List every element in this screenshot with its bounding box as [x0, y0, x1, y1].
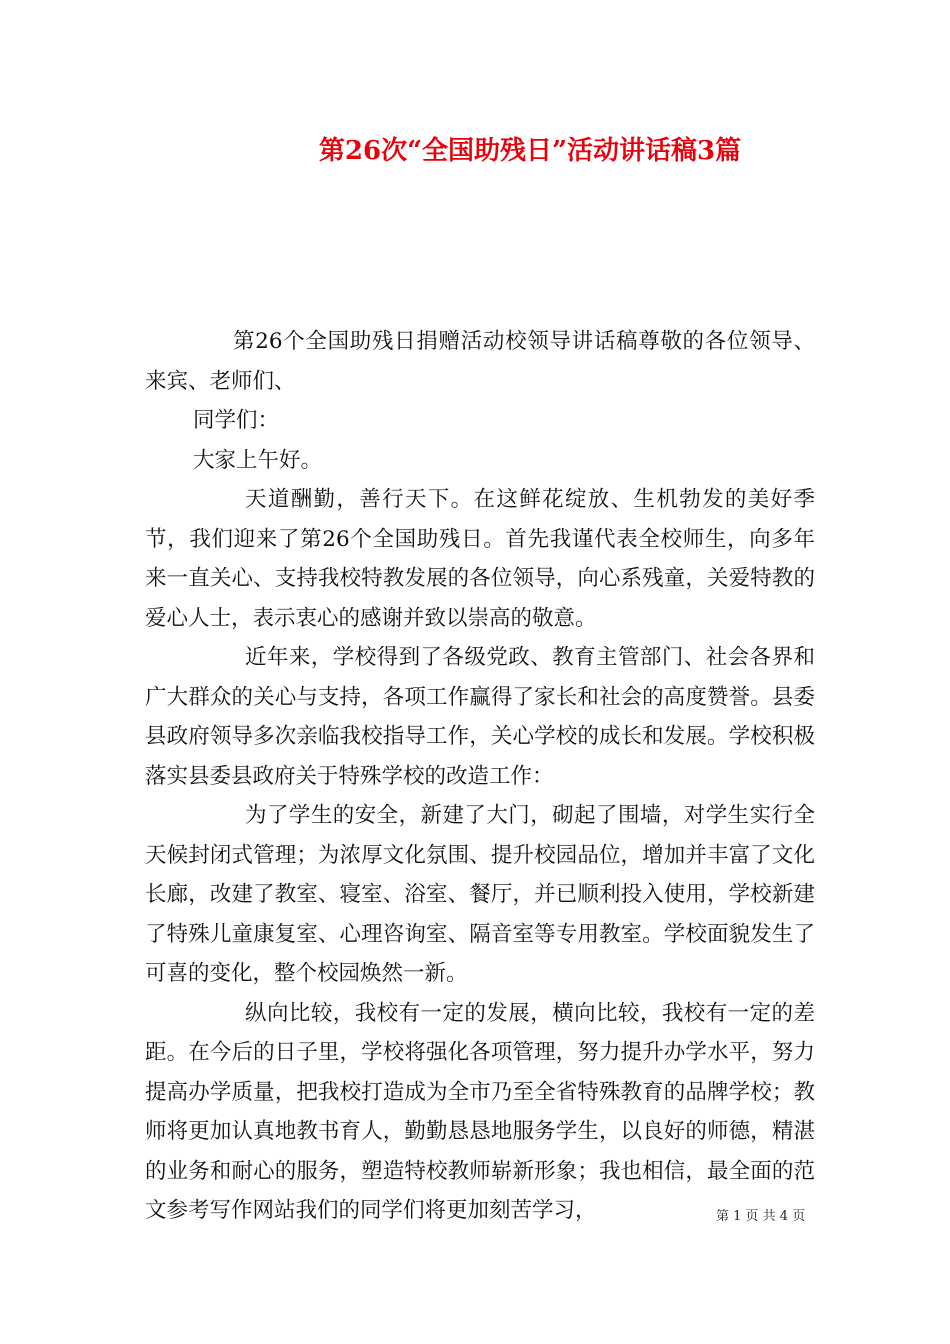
- document-title: 第26次“全国助残日”活动讲话稿3篇: [318, 136, 742, 166]
- paragraph-recent-years: 近年来，学校得到了各级党政、教育主管部门、社会各界和广大群众的关心与支持，各项工作赢得了家长和社会的高度赞誉。县委县政府领导多次亲临我校指导工作，关心学校的成长和发展。学校积极落实县委县政府关于特殊学校的改造工作：: [145, 645, 815, 789]
- paragraph-opening: 第26个全国助残日捐赠活动校领导讲话稿尊敬的各位领导、来宾、老师们、: [145, 329, 815, 394]
- paragraph-greeting: 同学们：: [193, 408, 280, 433]
- document-body: [145, 322, 815, 1231]
- paragraph-good-morning: 大家上午好。: [193, 447, 323, 473]
- paragraph-intro: 天道酬勤，善行天下。在这鲜花绽放、生机勃发的美好季节，我们迎来了第26个全国助残日。首先我谨代表全校师生，向多年来一直关心、支持我校特教发展的各位领导，向心系残童，关爱特教的爱心人士，表示衷心的感谢并致以崇高的敬意。: [145, 487, 815, 631]
- paragraph-safety: 为了学生的安全，新建了大门，砌起了围墙，对学生实行全天候封闭式管理；为浓厚文化氛围、提升校园品位，增加并丰富了文化长廊，改建了教室、寝室、浴室、餐厅，并已顺利投入使用，学校新建了特殊儿童康复室、心理咨询室、隔音室等专用教室。学校面貌发生了可喜的变化，整个校园焕然一新。: [145, 803, 815, 986]
- paragraph-comparison: 纵向比较，我校有一定的发展，横向比较，我校有一定的差距。在今后的日子里，学校将强化各项管理，努力提升办学水平，努力提高办学质量，把我校打造成为全市乃至全省特殊教育的品牌学校；教师将更加认真地教书育人，勤勤恳恳地服务学生，以良好的师德，精湛的业务和耐心的服务，塑造特校教师崭新形象；我也相信，最全面的范文参考写作网站我们的同学们将更加刻苦学习，: [145, 1000, 815, 1223]
- page-number: 第 1 页 共 4 页: [716, 1209, 806, 1224]
